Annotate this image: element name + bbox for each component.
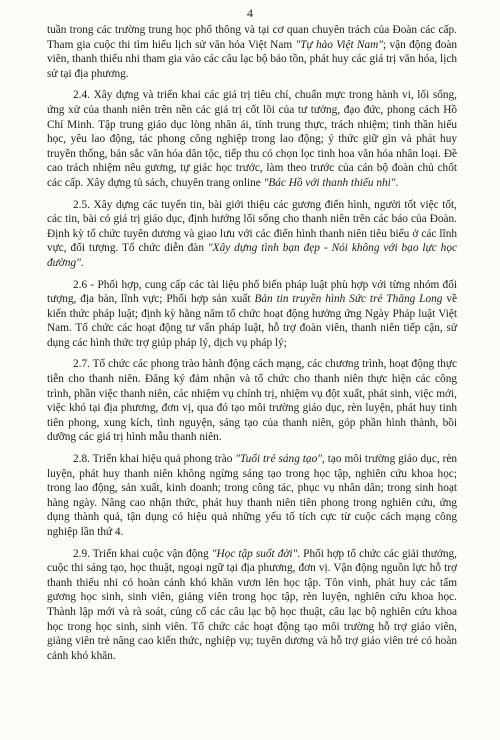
text-run: . (80, 256, 84, 269)
text-run: 2.6 - Phối hợp, cung cấp các tài liệu phổ biến pháp luật phù hợp với từng nhóm đối tượng, địa bàn, lĩnh vực; Phối hợp sản xuất (47, 278, 457, 306)
text-run: 2.7. Tổ chức các phong trào hành động cách mạng, các chương trình, hoạt động thực tiễn cho thanh niên. Đăng ký đảm nhận và tổ chức cho thanh niên thực hiện các công trình, phần việc thanh niên, các nhiệm vụ chính trị, nhiệm vụ đột xuất, phát sinh, việc mới, việc khó tại địa phương, đơn vị, qua đó tạo môi trường giáo dục, rèn luyện, phát huy tinh tiên phong, xung kích, tình nguyện, sáng tạo của thanh niên, góp phần hình thành, bồi dưỡng các giá trị hình mẫu thanh niên. (47, 358, 457, 444)
paragraph-2-7 (47, 357, 457, 445)
italic-text: "Xây dựng tình bạn đẹp - Nói không với bạo lực học đường" (47, 242, 457, 269)
paragraph-2-4 (47, 88, 457, 190)
text-run: 2.5. Xây dựng các tuyến tin, bài giới thiệu các gương điển hình, người tốt việc tốt, các tin, bài có giá trị giáo dục, định hướng lối sống cho thanh niên trên các báo của Đoàn. Định kỳ tổ chức tuyên dương và giao lưu với các điển hình thanh niên tiêu biểu ở các lĩnh vực, đối tượng. Tổ chức diễn đàn (47, 198, 457, 255)
text-run: ; vận động đoàn viên, thanh thiếu nhi tham gia vào các câu lạc bộ bảo tồn, phát huy các giá trị văn hóa, lịch sử tại địa phương. (47, 38, 457, 80)
italic-text: "Bác Hồ với thanh thiếu nhi" (263, 176, 396, 189)
italic-text: "Tự hào Việt Nam" (295, 38, 384, 51)
text-run: về kiến thức pháp luật; định kỳ hằng năm tổ chức hoạt động hưởng ứng Ngày Pháp luật Việt Nam. Tổ chức các hoạt động tư vấn pháp luật, hỗ trợ đoàn viên, thanh niên tiếp cận, sử dụng các hình thức trợ giúp pháp lý, dịch vụ pháp lý; (47, 293, 457, 349)
paragraph-2-8 (47, 452, 457, 540)
text-run: 2.9. Triển khai cuộc vận động (73, 547, 212, 560)
document-body (47, 23, 457, 670)
text-run: 2.8. Triển khai hiệu quả phong trào (73, 453, 236, 466)
paragraph-2-6 (47, 278, 457, 351)
page-number: 4 (247, 6, 253, 20)
text-run: , tạo môi trường giáo dục, rèn luyện, phát huy thanh niên không ngừng sáng tạo trong học tập, nghiên cứu khoa học; trong lao động, sản xuất, kinh doanh; trong công tác, phục vụ nhân dân; trong sinh hoạt hàng ngày. Nâng cao nhận thức, phát huy thanh niên tiên phong trong nghiên cứu, ứng dụng thành quả, tận dụng có hiệu quả những yếu tố tích cực từ cuộc cách mạng công nghiệp lần thứ 4. (47, 453, 458, 538)
italic-text: Bản tin truyền hình Sức trẻ Thăng Long (254, 293, 443, 306)
text-run: 2.4. Xây dựng và triển khai các giá trị tiêu chí, chuẩn mực trong hành vi, lối sống, ứng xử của thanh niên trên nền các giá trị cốt lõi của tư tưởng, đạo đức, phong cách Hồ Chí Minh. Tập trung giáo dục lòng nhân ái, tính trung thực, trách nhiệm; tinh thần hiếu học, yêu lao động, tác phong công nghiệp trong lao động; ý thức giữ gìn và phát huy truyền thống, bản sắc văn hóa dân tộc, tiếp thu có chọn lọc tinh hoa văn hóa nhân loại. Đề cao trách nhiệm nêu gương, tự giác học trước, làm theo trước của cán bộ đoàn chủ chốt các cấp. Xây dựng tủ sách, chuyên trang online (47, 89, 457, 189)
text-run: tuần trong các trường trung học phổ thông và tại cơ quan chuyên trách của Đoàn các cấp. Tham gia cuộc thi tìm hiểu lịch sử văn hóa Việt Nam (47, 24, 457, 51)
paragraph-intro-continued (47, 23, 457, 81)
italic-text: "Tuổi trẻ sáng tạo" (235, 453, 322, 466)
paragraph-2-9 (47, 547, 457, 664)
paragraph-2-5 (47, 198, 457, 271)
text-run: . (395, 176, 399, 189)
text-run: . Phối hợp tổ chức các giải thưởng, cuộc thi sáng tạo, học thuật, ngoại ngữ tại địa phương, đơn vị. Vận động nguồn lực hỗ trợ thanh thiếu nhi có hoàn cảnh khó khăn vươn lên học tập. Tôn vinh, phát huy các tấm gương học sinh, sinh viên, giảng viên trong học tập, rèn luyện, nghiên cứu khoa học. Thành lập mới và rà soát, củng cố các câu lạc bộ học thuật, câu lạc bộ nghiên cứu khoa học trong học sinh, sinh viên. Tổ chức các hoạt động tạo môi trường hỗ trợ giáo viên, giảng viên trẻ nâng cao kiến thức, nghiệp vụ; tuyên dương và hỗ trợ giáo viên trẻ có hoàn cảnh khó khăn. (47, 547, 457, 662)
italic-text: "Học tập suốt đời" (211, 547, 298, 560)
